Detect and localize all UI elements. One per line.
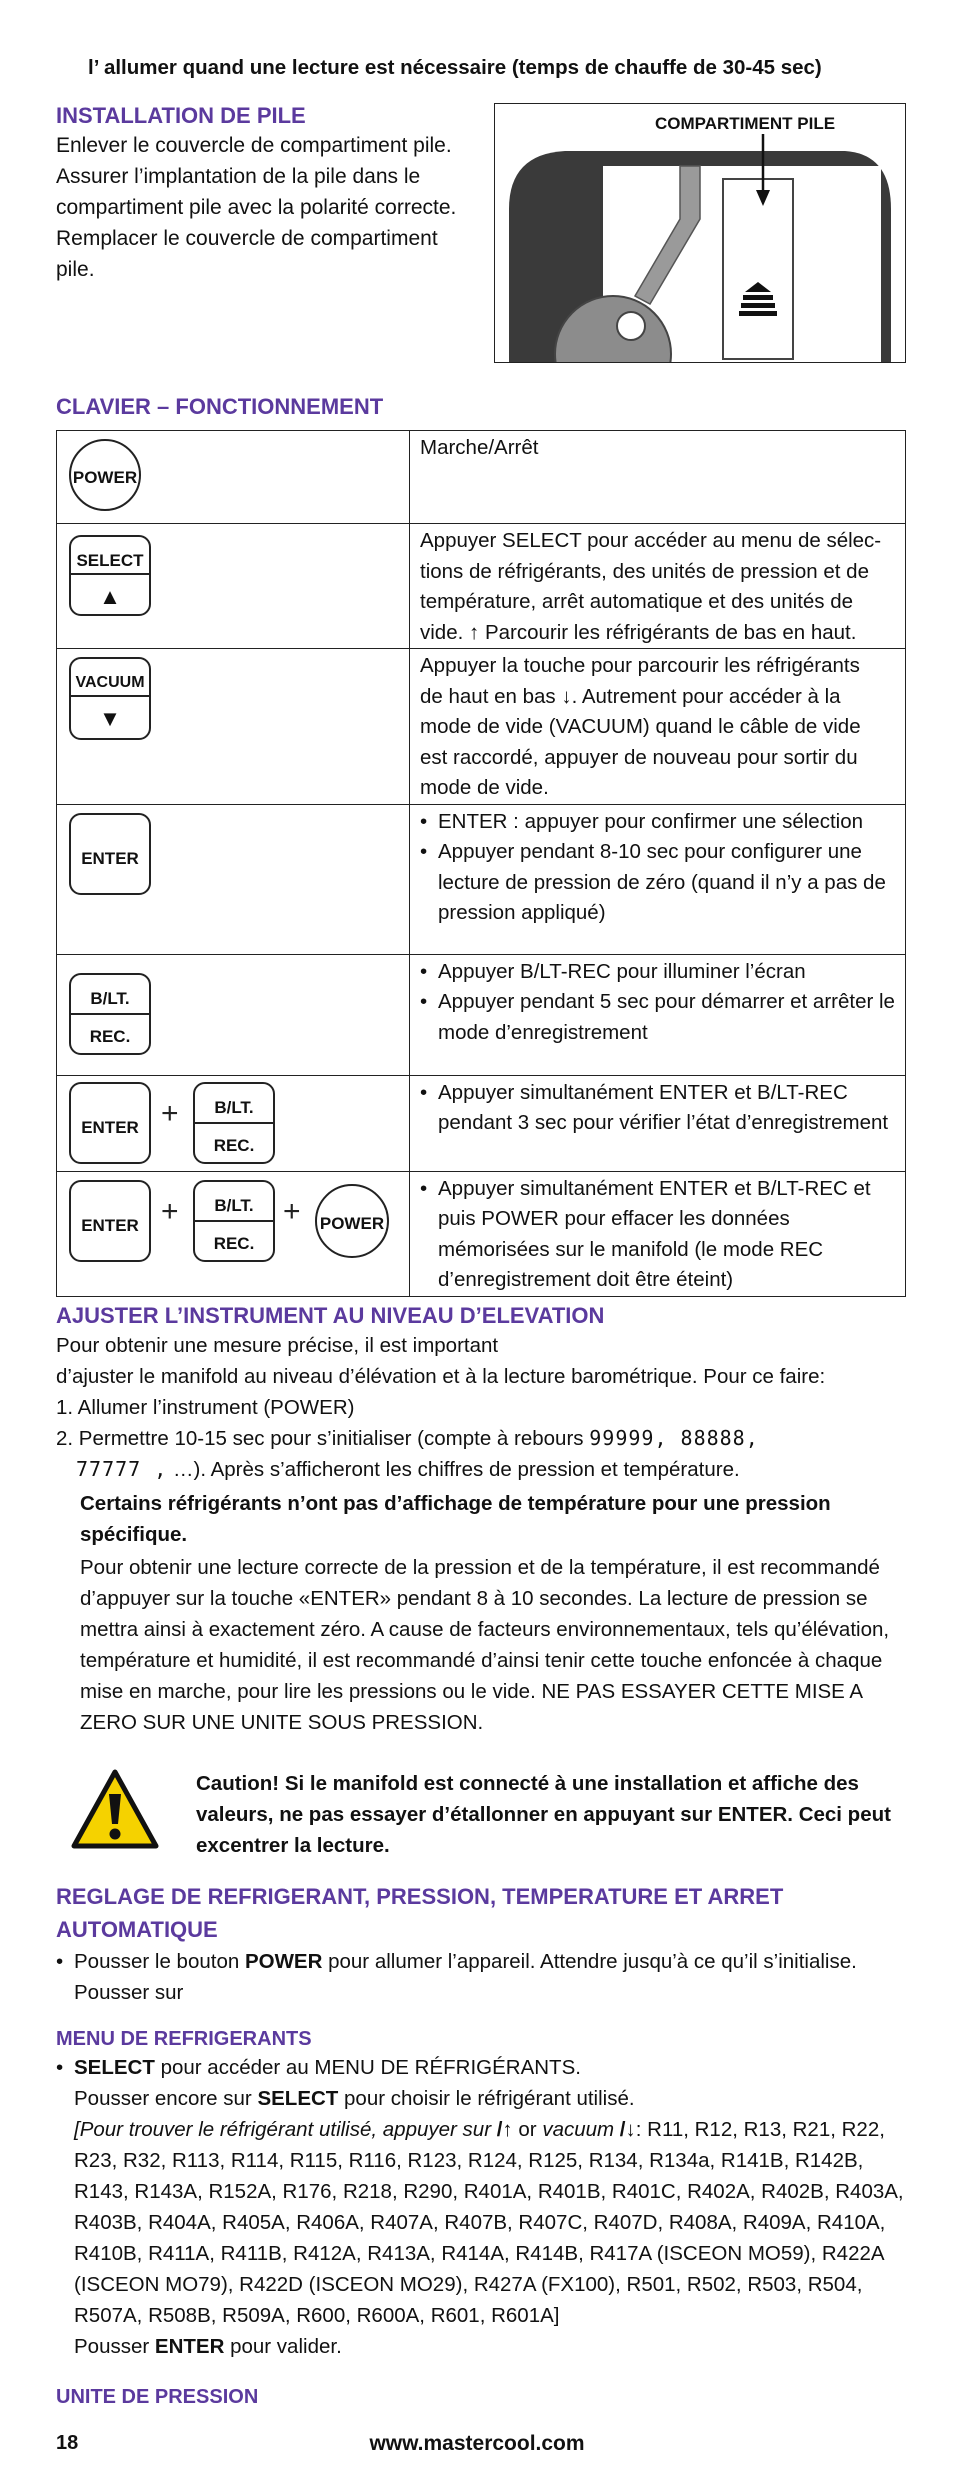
- power-label: POWER: [72, 468, 138, 487]
- desc-bullet: • Appuyer pendant 8-10 sec pour configurer une lecture de pression de zéro (quand il n’y a pas de pression appliqué): [420, 837, 895, 929]
- desc-line: est raccordé, appuyer de nouveau pour sortir du: [420, 745, 858, 769]
- zero-paragraph: Pour obtenir une lecture correcte de la pression et de la température, il est recommandé d’appuyer sur la touche «ENTER» pendant 8 à 10 secondes. La lecture de pression se mettra ainsi à exactement zéro. A cause de facteurs environnementaux, tels qu’élévation, température et humidité, il est recommandé d’ainsi tenir cette touche enfoncée à chaque mise en marche, pour lire les pressions ou le vide. NE PAS ESSAYER CETTE MISE A ZERO SUR UNE UNITE SOUS PRESSION.: [80, 1556, 890, 1734]
- enter-button: [69, 1082, 151, 1164]
- desc-bullet: • Appuyer B/LT-REC pour illuminer l’écran: [420, 957, 895, 988]
- desc-cell: [410, 1075, 906, 1171]
- desc-cell: [410, 431, 906, 524]
- page-number: 18: [56, 2432, 79, 2454]
- keypad-row-vacuum: [57, 649, 906, 805]
- select-label: SELECT: [76, 551, 144, 570]
- keypad-row-power: [57, 431, 906, 524]
- desc-bullet: • ENTER : appuyer pour confirmer une sélection: [420, 807, 895, 838]
- vacuum-label: VACUUM: [75, 674, 145, 691]
- desc-line: mode de vide (VACUUM) quand le câble de vide: [420, 715, 861, 738]
- button-divider: [71, 573, 149, 575]
- unite-heading: UNITE DE PRESSION: [56, 2386, 259, 2408]
- top-line: l’ allumer quand une lecture est nécessaire (temps de chauffe de 30-45 sec): [88, 56, 822, 79]
- installation-line: Enlever le couvercle de compartiment pile.: [56, 134, 452, 157]
- vacuum-button: [69, 657, 151, 740]
- power-label: POWER: [319, 1213, 385, 1233]
- desc-bullet: • Appuyer simultanément ENTER et B/LT-REC pendant 3 sec pour vérifier l’état d’enregistrement: [420, 1078, 895, 1139]
- menu-heading: MENU DE REFRIGERANTS: [56, 2028, 312, 2050]
- desc-line: mode de vide.: [420, 776, 549, 799]
- select-button: [69, 535, 151, 616]
- menu-body: [56, 2083, 918, 2362]
- desc-line: de haut en bas ↓. Autrement pour accéder à la: [420, 684, 841, 708]
- desc-cell: [410, 954, 906, 1075]
- button-divider: [195, 1220, 273, 1222]
- button-divider: [71, 1013, 149, 1015]
- elevation-line: d’ajuster le manifold au niveau d’élévation et à la lecture barométrique. Pour ce faire:: [56, 1365, 826, 1388]
- desc-bullet: • Appuyer simultanément ENTER et B/LT-REC et puis POWER pour effacer les données mémorisées sur le manifold (le mode REC d’enregistrement doit être éteint): [420, 1174, 895, 1296]
- blt-label: B/LT.: [214, 1195, 254, 1215]
- key-cell: [57, 431, 410, 524]
- figure-label: COMPARTIMENT PILE: [655, 114, 836, 133]
- blt-rec-button: [193, 1180, 275, 1262]
- installation-line: pile.: [56, 258, 95, 281]
- battery-compartment-illustration: [495, 104, 905, 362]
- refrigerant-list: [Pour trouver le réfrigérant utilisé, appuyer sur /↑ or vacuum /↓: R11, R12, R13, R21, R22, R23, R32, R113, R114, R115, R116, R123, R124, R125, R134, R134a, R141B, R142B, R143, R143A, R152A, R176, R218, R290, R401A, R401B, R401C, R402A, R402B, R403A, R403B, R404A, R405A, R406A, R407A, R407B, R407C, R407D, R408A, R409A, R410A, R410B, R411A, R411B, R412A, R413A, R414A, R414B, R417A (ISCEON MO59), R422A (ISCEON MO79), R422D (ISCEON MO29), R427A (FX100), R501, R502, R503, R504, R507A, R508B, R509A, R600, R600A, R601, R601A]: [74, 2118, 904, 2327]
- enter-label: ENTER: [81, 1117, 139, 1137]
- elevation-step-cont: [56, 1454, 916, 1485]
- installation-heading: INSTALLATION DE PILE: [56, 103, 306, 128]
- rec-label: REC.: [89, 1026, 131, 1046]
- desc-line: Appuyer SELECT pour accéder au menu de sélec-: [420, 529, 882, 552]
- keypad-row-enter-blt: [57, 1075, 906, 1171]
- menu-line: Pousser ENTER pour valider.: [74, 2335, 342, 2358]
- key-cell: [57, 524, 410, 649]
- elevation-line: Pour obtenir une mesure précise, il est important: [56, 1334, 499, 1357]
- elevation-heading: AJUSTER L’INSTRUMENT AU NIVEAU D’ELEVATION: [56, 1303, 605, 1328]
- installation-line: Remplacer le couvercle de compartiment: [56, 227, 438, 250]
- button-divider: [195, 1122, 273, 1124]
- elevation-step: 1. Allumer l’instrument (POWER): [56, 1396, 355, 1419]
- blt-rec-button: [69, 973, 151, 1055]
- reglage-line: Pousser sur: [74, 1981, 184, 2004]
- desc-line: Marche/Arrêt: [420, 436, 539, 459]
- up-arrow-icon: ▲: [99, 584, 121, 609]
- key-cell: [57, 804, 410, 954]
- keypad-table: [56, 430, 906, 1297]
- elevation-intro: [56, 1330, 916, 1485]
- desc-cell: [410, 649, 906, 805]
- blt-label: B/LT.: [214, 1097, 254, 1117]
- menu-line: Pousser encore sur SELECT pour choisir le réfrigérant utilisé.: [74, 2087, 635, 2110]
- key-cell: [57, 954, 410, 1075]
- key-cell: [57, 1075, 410, 1171]
- temperature-note: Certains réfrigérants n’ont pas d’affichage de température pour une pression spécifique.: [80, 1492, 831, 1546]
- menu-bullet: • SELECT pour accéder au MENU DE RÉFRIGÉRANTS.: [56, 2052, 918, 2083]
- key-cell: [57, 1171, 410, 1296]
- plus-sign: +: [161, 1096, 179, 1130]
- keypad-row-select: [57, 524, 906, 649]
- elevation-step: [56, 1423, 916, 1454]
- blt-rec-button: [193, 1082, 275, 1164]
- enter-label: ENTER: [81, 1215, 139, 1235]
- blt-label: B/LT.: [90, 988, 130, 1008]
- enter-button: [69, 813, 151, 895]
- enter-label: ENTER: [81, 848, 139, 868]
- desc-cell: [410, 524, 906, 649]
- keypad-row-blt: [57, 954, 906, 1075]
- caution-text: Caution! Si le manifold est connecté à une installation et affiche des valeurs, ne pas essayer d’étallonner en appuyant sur ENTER. Ceci peut excentrer la lecture.: [196, 1772, 891, 1857]
- reglage-text: [56, 1946, 916, 2008]
- caution-icon: [70, 1766, 160, 1852]
- reglage-bullet: • Pousser le bouton POWER pour allumer l’appareil. Attendre jusqu’à ce qu’il s’initialise.: [56, 1946, 916, 1977]
- keypad-row-enter-blt-power: [57, 1171, 906, 1296]
- key-cell: [57, 649, 410, 805]
- countdown-display: 77777 ,: [76, 1457, 168, 1481]
- countdown-display: 99999, 88888,: [589, 1426, 759, 1450]
- keypad-heading: CLAVIER – FONCTIONNEMENT: [56, 394, 384, 419]
- installation-line: Assurer l’implantation de la pile dans le: [56, 165, 421, 188]
- desc-line: tions de réfrigérants, des unités de pression et de: [420, 559, 869, 583]
- down-arrow-icon: ▼: [99, 706, 121, 731]
- step-text: …). Après s’afficheront les chiffres de pression et température.: [167, 1458, 740, 1481]
- desc-cell: [410, 1171, 906, 1296]
- desc-cell: [410, 804, 906, 954]
- desc-line: vide. ↑ Parcourir les réfrigérants de bas en haut.: [420, 620, 857, 644]
- power-button: [69, 439, 141, 511]
- installation-text: [56, 130, 496, 285]
- desc-line: température, arrêt automatique et des unités de: [420, 590, 854, 613]
- desc-line: Appuyer la touche pour parcourir les réfrigérants: [420, 654, 860, 677]
- footer-url: www.mastercool.com: [369, 2432, 585, 2455]
- button-divider: [71, 695, 149, 697]
- enter-button: [69, 1180, 151, 1262]
- plus-sign: +: [283, 1194, 301, 1228]
- keypad-row-enter: [57, 804, 906, 954]
- power-button: [315, 1184, 389, 1258]
- installation-line: compartiment pile avec la polarité correcte.: [56, 196, 457, 219]
- plus-sign: +: [161, 1194, 179, 1228]
- reglage-heading: REGLAGE DE REFRIGERANT, PRESSION, TEMPERATURE ET ARRET AUTOMATIQUE: [56, 1884, 784, 1942]
- desc-bullet: • Appuyer pendant 5 sec pour démarrer et arrêter le mode d’enregistrement: [420, 987, 895, 1048]
- battery-compartment-figure: [494, 103, 906, 363]
- rec-label: REC.: [213, 1233, 255, 1253]
- rec-label: REC.: [213, 1135, 255, 1155]
- menu-text: [56, 2052, 918, 2362]
- step-text: 2. Permettre 10-15 sec pour s’initialiser (compte à rebours: [56, 1427, 590, 1450]
